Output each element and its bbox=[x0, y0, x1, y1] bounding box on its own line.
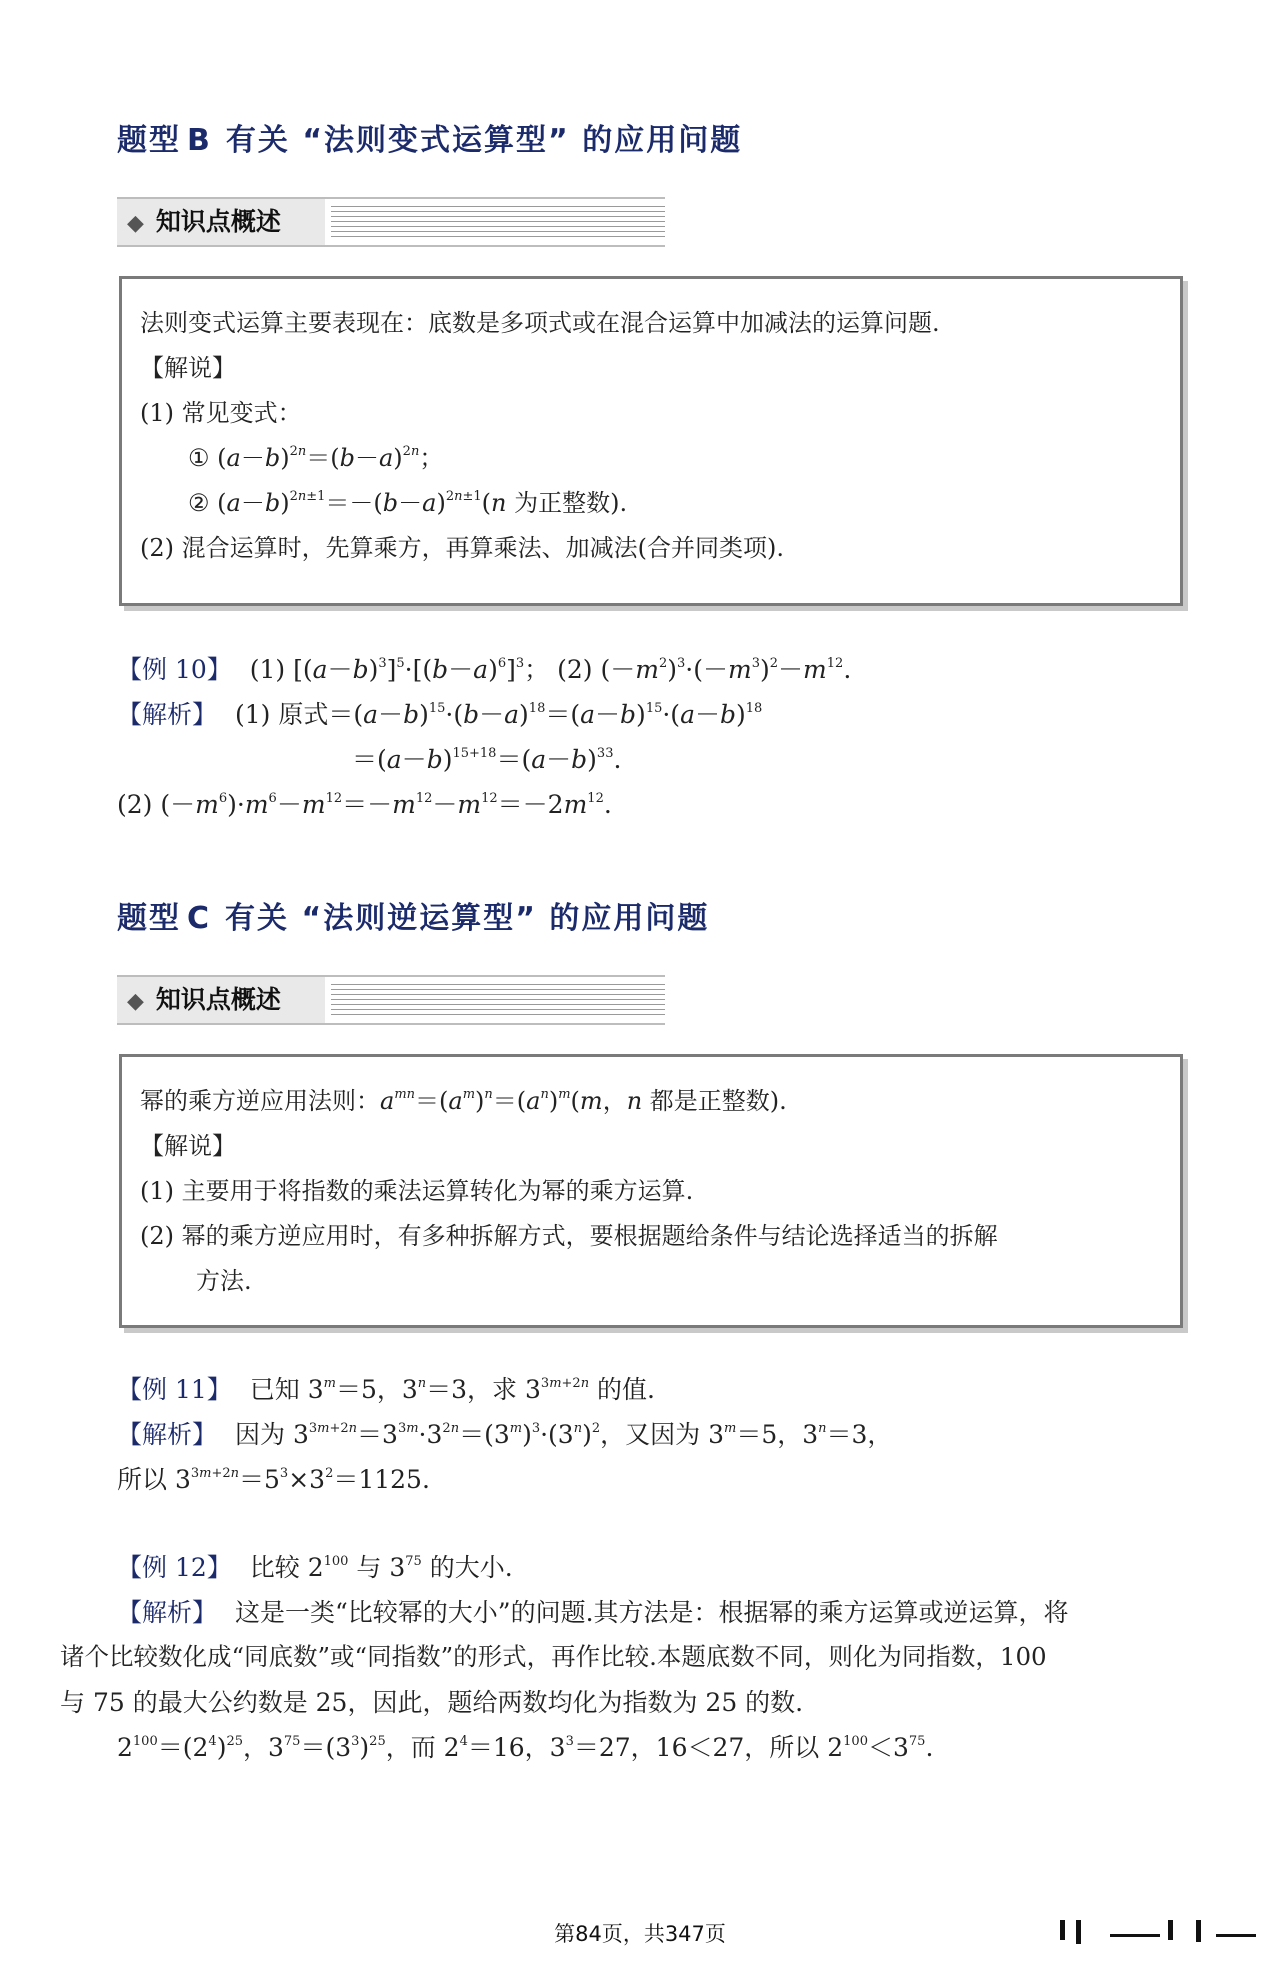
decorative-lines bbox=[331, 984, 665, 1016]
knowledge-summary-bar bbox=[117, 197, 665, 247]
example12-question: 【例 12】 比较 $2^{100}$ 与 $3^{75}$ 的大小. bbox=[117, 1553, 513, 1582]
section-b-title: 题型 B 有关 “法则变式运算型” 的应用问题 bbox=[117, 123, 743, 158]
example12-solution-tag: 【解析】 bbox=[117, 1598, 218, 1627]
example10-solution-line1: 【解析】 (1) 原式$=(a-b)^{15}\cdot(b-a)^{18}=(a-b)^{15}\cdot(a-b)^{18}$ bbox=[117, 700, 763, 729]
line-icon bbox=[1110, 1920, 1160, 1937]
example10-question: 【例 10】 (1) $[(a-b)^3]^5\cdot[(b-a)^6]^3$； (2) $(-m^2)^3\cdot(-m^3)^2-m^{12}$. bbox=[117, 655, 852, 684]
example11-solution-line2: 所以 $3^{3m+2n}=5^3\times 3^2=1125$. bbox=[117, 1465, 430, 1494]
box-b-item2: (2) 混合运算时，先算乘方，再算乘法、加减法(合并同类项). bbox=[140, 534, 784, 562]
knowledge-box-b bbox=[119, 276, 1183, 606]
example10-solution-line3: (2) $(-m^6)\cdot m^6-m^{12}=-m^{12}-m^{12}=-2m^{12}$. bbox=[117, 790, 612, 819]
bar-icon bbox=[1196, 1920, 1201, 1942]
box-b-explain-tag: 【解说】 bbox=[140, 354, 236, 382]
pager-icons bbox=[1040, 1920, 1260, 1944]
page-footer: 第84页，共347页 bbox=[554, 1922, 726, 1946]
example12-solution-line4: $2^{100}=(2^4)^{25}$，$3^{75}=(3^3)^{25}$，而 $2^4=16$，$3^3=27$，16＜27，所以 $2^{100}<3^{75}$. bbox=[117, 1733, 934, 1762]
knowledge-summary-label: 知识点概述 bbox=[155, 985, 281, 1014]
example12-solution-line1: 【解析】 这是一类“比较幂的大小”的问题.其方法是：根据幂的乘方运算或逆运算，将 bbox=[117, 1598, 1069, 1627]
example11-solution-line1: 【解析】 因为 $3^{3m+2n}=3^{3m}\cdot 3^{2n}=(3^m)^3\cdot(3^n)^2$，又因为 $3^m=5$，$3^n=3$， bbox=[117, 1420, 893, 1449]
box-b-intro: 法则变式运算主要表现在：底数是多项式或在混合运算中加减法的运算问题. bbox=[140, 309, 940, 337]
box-b-formula2: ② $(a-b)^{2n\pm 1}=-(b-a)^{2n\pm 1}(n$ 为正整数). bbox=[188, 489, 628, 517]
example11-question: 【例 11】 已知 $3^m=5$，$3^n=3$，求 $3^{3m+2n}$ 的值. bbox=[117, 1375, 655, 1404]
decorative-lines bbox=[331, 206, 665, 238]
bar-icon bbox=[1076, 1920, 1081, 1944]
bar-icon bbox=[1168, 1920, 1173, 1940]
box-c-item1: (1) 主要用于将指数的乘法运算转化为幂的乘方运算. bbox=[140, 1177, 694, 1205]
example12-tag: 【例 12】 bbox=[117, 1553, 232, 1582]
box-c-item2: (2) 幂的乘方逆应用时，有多种拆解方式，要根据题给条件与结论选择适当的拆解 bbox=[140, 1222, 998, 1250]
example12-solution-line2: 诸个比较数化成“同底数”或“同指数”的形式，再作比较.本题底数不同，则化为同指数，100 bbox=[60, 1642, 1047, 1671]
example11-solution-tag: 【解析】 bbox=[117, 1420, 218, 1449]
knowledge-summary-label: 知识点概述 bbox=[155, 207, 281, 236]
example10-tag: 【例 10】 bbox=[117, 655, 232, 684]
box-b-formula1: ① $(a-b)^{2n}=(b-a)^{2n}$； bbox=[188, 444, 444, 472]
example12-solution-line3: 与 75 的最大公约数是 25，因此，题给两数均化为指数为 25 的数. bbox=[60, 1688, 804, 1717]
bar-icon bbox=[1060, 1920, 1065, 1940]
box-c-rule: 幂的乘方逆应用法则：$a^{mn}=(a^m)^n=(a^n)^m(m$，n 都是正整数). bbox=[140, 1087, 787, 1115]
line-icon bbox=[1216, 1920, 1256, 1937]
box-c-item2-cont: 方法. bbox=[196, 1267, 252, 1295]
example10-solution-tag: 【解析】 bbox=[117, 700, 218, 729]
example10-solution-line2: $=(a-b)^{15+18}=(a-b)^{33}$. bbox=[352, 745, 622, 774]
section-c-title: 题型 C 有关 “法则逆运算型” 的应用问题 bbox=[117, 901, 710, 936]
box-c-explain-tag: 【解说】 bbox=[140, 1132, 236, 1160]
example11-tag: 【例 11】 bbox=[117, 1375, 232, 1404]
diamond-icon: ◆ bbox=[127, 989, 144, 1014]
knowledge-box-c bbox=[119, 1054, 1183, 1328]
knowledge-summary-bar-c bbox=[117, 975, 665, 1025]
diamond-icon: ◆ bbox=[127, 211, 144, 236]
box-b-item1: (1) 常见变式： bbox=[140, 399, 302, 427]
